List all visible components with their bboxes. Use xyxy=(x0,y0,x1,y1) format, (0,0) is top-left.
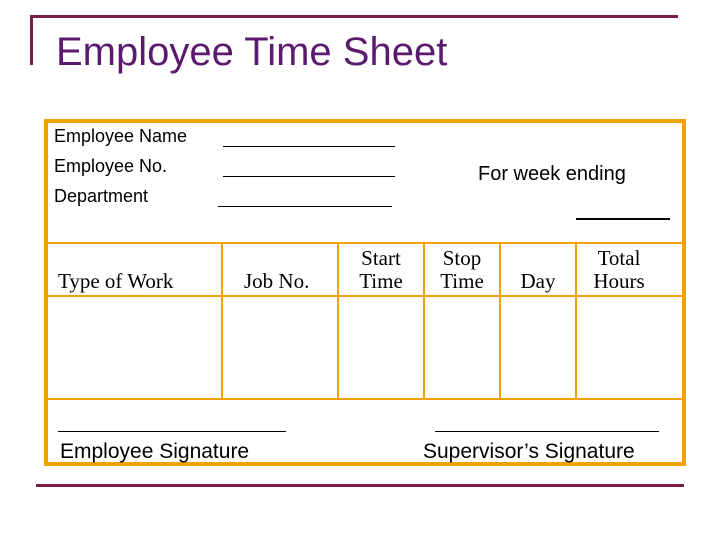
header-day: Day xyxy=(520,269,556,293)
header-stop-time-line2: Time xyxy=(440,269,484,293)
decorative-frame-left xyxy=(30,15,33,65)
employee-no-label: Employee No. xyxy=(54,156,168,176)
cell-total-hours[interactable] xyxy=(577,297,682,398)
cell-type-of-work[interactable] xyxy=(48,297,221,398)
header-type-of-work: Type of Work xyxy=(58,269,174,293)
employee-signature-line[interactable] xyxy=(58,431,286,432)
decorative-frame-top xyxy=(30,15,678,18)
employee-no-field[interactable] xyxy=(223,176,395,177)
week-ending-label: For week ending xyxy=(478,163,626,185)
header-job-no: Job No. xyxy=(244,269,310,293)
employee-name-label: Employee Name xyxy=(54,126,188,146)
page-title: Employee Time Sheet xyxy=(56,30,448,74)
week-ending-field[interactable] xyxy=(576,218,670,220)
header-start-time xyxy=(339,247,423,293)
header-total-hours-line2: Hours xyxy=(593,269,645,293)
header-start-time-line2: Time xyxy=(359,269,403,293)
supervisor-signature-line[interactable] xyxy=(435,431,659,432)
table-bottom-border xyxy=(48,398,682,400)
table-top-border xyxy=(48,242,682,244)
supervisor-signature-label: Supervisor’s Signature xyxy=(423,440,635,463)
cell-start-time[interactable] xyxy=(339,297,423,398)
header-total-hours-line1: Total xyxy=(597,246,641,270)
department-field[interactable] xyxy=(218,206,392,207)
header-stop-time xyxy=(425,247,499,293)
header-stop-time-line1: Stop xyxy=(442,246,482,270)
time-sheet-form xyxy=(44,119,686,466)
header-start-time-line1: Start xyxy=(361,246,401,270)
department-label: Department xyxy=(54,186,149,206)
cell-stop-time[interactable] xyxy=(425,297,499,398)
cell-job-no[interactable] xyxy=(223,297,337,398)
header-total-hours xyxy=(578,247,660,293)
decorative-frame-bottom xyxy=(36,484,684,487)
employee-signature-label: Employee Signature xyxy=(60,440,250,463)
cell-day[interactable] xyxy=(501,297,575,398)
employee-name-field[interactable] xyxy=(223,146,395,147)
